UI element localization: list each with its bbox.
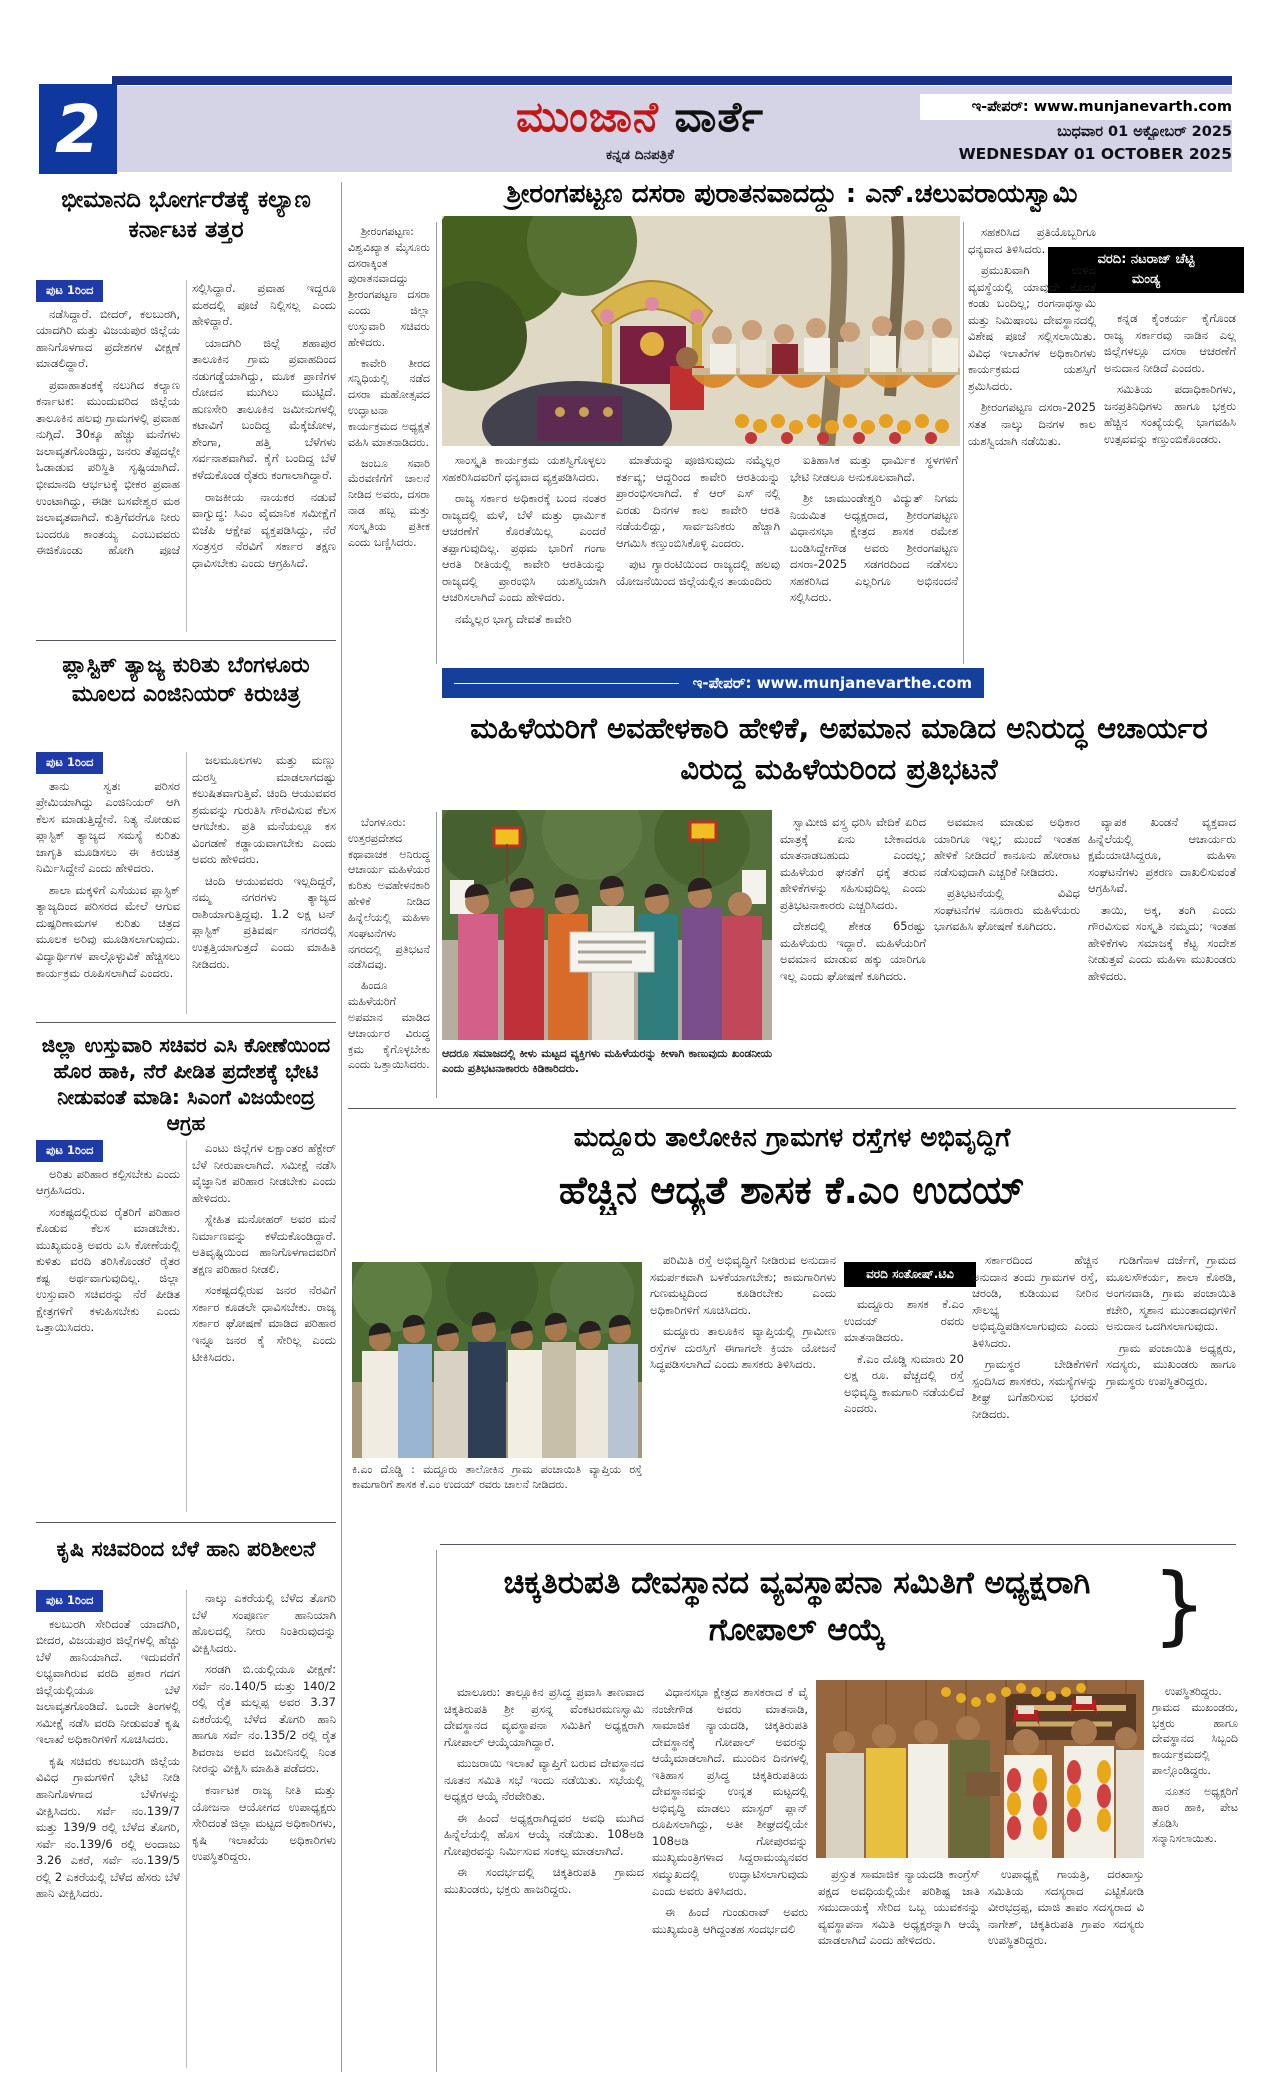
page-number-box	[39, 84, 117, 174]
article8-right-column: ಉಪಸ್ಥಿತರಿದ್ದರು. ಗ್ರಾಮದ ಮುಖಂಡರು, ಭಕ್ತರು ಹಾಗೂ ದೇವಸ್ಥಾನದ ಸಿಬ್ಬಂದಿ ಕಾರ್ಯಕ್ರಮದಲ್ಲಿ ಪಾಲ್ಗೊಂಡಿದ್ದರು. ನೂತನ ಅಧ್ಯಕ್ಷರಿಗೆ ಹಾರ ಹಾಕಿ, ಪೇಟ ತೊಡಿಸಿ ಸನ್ಮಾನಿಸಲಾಯಿತು.	[1152, 1685, 1238, 1846]
article6-left-column: ಬೆಂಗಳೂರು: ಉತ್ತರಪ್ರದೇಶದ ಕಥಾವಾಚಕ ಅನಿರುದ್ಧ ಆಚಾರ್ಯ ಮಹಿಳೆಯರ ಕುರಿತು ಅವಹೇಳನಕಾರಿ ಹೇಳಿಕೆ ನೀಡಿದ ಹಿನ್ನೆಲೆಯಲ್ಲಿ ಮಹಿಳಾ ಸಂಘಟನೆಗಳು ನಗರದಲ್ಲಿ ಪ್ರತಿಭಟನೆ ನಡೆಸಿದವು. ಹಿಂದೂ ಮಹಿಳೆಯರಿಗೆ ಅಪಮಾನ ಮಾಡಿದ ಆಚಾರ್ಯರ ವಿರುದ್ಧ ಕ್ರಮ ಕೈಗೊಳ್ಳಬೇಕು ಎಂದು ಒತ್ತಾಯಿಸಿದರು.	[348, 816, 430, 1072]
article2-body: ಪುಟ 1ರಿಂದ ತಾನು ಸ್ವತಃ ಪರಿಸರ ಪ್ರೇಮಿಯಾಗಿದ್ದು ಎಂಜಿನಿಯರ್ ಆಗಿ ಕೆಲಸ ಮಾಡುತ್ತಿದ್ದೇನೆ. ನಿತ್ಯ ನೋಡುವ ಪ್ಲಾಸ್ಟಿಕ್ ತ್ಯಾಜ್ಯದ ಸಮಸ್ಯೆ ಕುರಿತು ಜಾಗೃತಿ ಮೂಡಿಸಲು ಈ ಕಿರುಚಿತ್ರ ನಿರ್ಮಿಸಿದ್ದೇನೆ ಎಂದು ಹೇಳಿದರು. ಶಾಲಾ ಮಕ್ಕಳಿಗೆ ಎಸೆಯುವ ಪ್ಲಾಸ್ಟಿಕ್ ತ್ಯಾಜ್ಯದಿಂದ ಪರಿಸರದ ಮೇಲೆ ಆಗುವ ದುಷ್ಪರಿಣಾಮಗಳ ಕುರಿತು ಚಿತ್ರದ ಮೂಲಕ ಅರಿವು ಮೂಡಿಸಲಾಗುವುದು. ವಿದ್ಯಾರ್ಥಿಗಳ ಪಾಲ್ಗೊಳ್ಳುವಿಕೆ ಹೆಚ್ಚಿಸಲು ಕಾರ್ಯಕ್ರಮ ರೂಪಿಸಲಾಗಿದೆ ಎಂದರು. ಜಲಮೂಲಗಳು ಮತ್ತು ಮಣ್ಣು ದುರಸ್ತಿ ಮಾಡಲಾಗದಷ್ಟು ಕಲುಷಿತವಾಗುತ್ತಿವೆ. ಚಿಂದಿ ಆಯುವವರ ಶ್ರಮವನ್ನು ಗುರುತಿಸಿ ಗೌರವಿಸುವ ಕೆಲಸ ಆಗಬೇಕು. ಪ್ರತಿ ಮನೆಯಲ್ಲೂ ಕಸ ವಿಂಗಡಣೆ ಕಡ್ಡಾಯವಾಗಬೇಕು ಎಂದು ಅವರು ಹೇಳಿದರು. ಚಿಂದಿ ಆಯುವವರು ಇಲ್ಲದಿದ್ದರೆ, ನಮ್ಮ ನಗರಗಳು ತ್ಯಾಜ್ಯದ ರಾಶಿಯಾಗುತ್ತಿದ್ದವು. 1.2 ಲಕ್ಷ ಟನ್ ಪ್ಲಾಸ್ಟಿಕ್ ಪ್ರತಿವರ್ಷ ನಗರದಲ್ಲಿ ಉತ್ಪತ್ತಿಯಾಗುತ್ತದೆ ಎಂದು ಮಾಹಿತಿ ನೀಡಿದರು.	[36, 753, 336, 980]
article8-caption-col2	[988, 1866, 1144, 2072]
article1-body: ಪುಟ 1ರಿಂದ ನಡೆಸಿದ್ದಾರೆ. ಬೀದರ್, ಕಲಬುರಗಿ, ಯಾದಗಿರಿ ಮತ್ತು ವಿಜಯಪುರ ಜಿಲ್ಲೆಯ ಹಾನಿಗೊಳಗಾದ ಪ್ರದೇಶಗಳ ವೀಕ್ಷಣೆ ಮಾಡಲಿದ್ದಾರೆ. ಪ್ರವಾಹಾತಂಕಕ್ಕೆ ನಲುಗಿದ ಕಲ್ಯಾಣ ಕರ್ನಾಟಕ: ಮುಂದುವರಿದ ಜಿಲ್ಲೆಯ ತಾಲೂಕಿನ ಹಲವು ಗ್ರಾಮಗಳಲ್ಲಿ ಪ್ರವಾಹ ನುಗ್ಗಿದೆ. 30ಕ್ಕೂ ಹೆಚ್ಚು ಮನೆಗಳು ಜಲಾವೃತಗೊಂಡಿದ್ದು, ಜನರು ತೆಪ್ಪದಲ್ಲೇ ಓಡಾಡುವ ಪರಿಸ್ಥಿತಿ ಸೃಷ್ಟಿಯಾಗಿದೆ. ಭೀಮಾನದಿ ಆರ್ಭಟಕ್ಕೆ ಭೀಕರ ಪ್ರವಾಹ ಉಂಟಾಗಿದ್ದು, ಈಡೀ ಬಸವೇಶ್ವರ ಮಠ ಜಲಾವೃತವಾಗಿದೆ. ಕುತ್ತಿಗೆವರೆಗೂ ನೀರು ಬಂದರೂ ಕಾಂತಯ್ಯ ಎಂಬುವವರು ಈಜಿಕೊಂಡು ಹೋಗಿ ಪೂಜೆ ಸಲ್ಲಿಸಿದ್ದಾರೆ. ಪ್ರವಾಹ ಇದ್ದರೂ ಮಠದಲ್ಲಿ ಪೂಜೆ ನಿಲ್ಲಿಸಲ್ಲ ಎಂದು ಹೇಳಿದ್ದಾರೆ. ಯಾದಗಿರಿ ಜಿಲ್ಲೆ ಶಹಾಪುರ ತಾಲೂಕಿನ ಗ್ರಾಮ ಪ್ರವಾಹದಿಂದ ನಡುಗಡ್ಡೆಯಾಗಿದ್ದು, ಮೂಕ ಪ್ರಾಣಿಗಳ ರೋದನ ಮುಗಿಲು ಮುಟ್ಟಿದೆ. ಹುಣಸೇರಿ ತಾಲೂಕಿನ ಜಮೀನುಗಳಲ್ಲಿ ಕಟಾವಿಗೆ ಬಂದಿದ್ದ ಮೆಕ್ಕೆಜೋಳ, ಶೇಂಗಾ, ಹತ್ತಿ ಬೆಳೆಗಳು ಸರ್ವನಾಶವಾಗಿವೆ. ಕೈಗೆ ಬಂದಿದ್ದ ಬೆಳೆ ಕಳೆದುಕೊಂಡ ರೈತರು ಕಂಗಾಲಾಗಿದ್ದಾರೆ. ರಾಜಕೀಯ ನಾಯಕರ ನಡುವೆ ವಾಗ್ವುದ್ಧ: ಸಿಎಂ ವೈಮಾನಿಕ ಸಮೀಕ್ಷೆಗೆ ಬಿಜೆಪಿ ಆಕ್ಷೇಪ ವ್ಯಕ್ತಪಡಿಸಿದ್ದು, ನೆರೆ ಸಂತ್ರಸ್ತರ ನೆರವಿಗೆ ಸರ್ಕಾರ ತಕ್ಷಣ ಧಾವಿಸಬೇಕು ಎಂದು ಆಗ್ರಹಿಸಿದೆ.	[36, 281, 336, 570]
column-rule	[436, 812, 437, 1098]
column-rule	[963, 222, 964, 664]
article7-col2: ಮದ್ದೂರು ಶಾಸಕ ಕೆ.ಎಂ ಉದಯ್ ರವರು ಮಾತನಾಡಿದರು. ಕೆ.ಎಂ ದೊಡ್ಡಿ ಸುಮಾರು 20 ಲಕ್ಷ ರೂ. ವೆಚ್ಚದಲ್ಲಿ ರಸ್ತೆ ಅಭಿವೃದ್ಧಿ ಕಾಮಗಾರಿ ನಡೆಯಲಿದೆ ಎಂದರು.	[844, 1297, 964, 1416]
banner-rule	[454, 683, 679, 684]
header-date-english: WEDNESDAY 01 OCTOBER 2025	[958, 145, 1232, 163]
column-rule	[436, 222, 437, 664]
article7-col1: ಪರಿಮಿತಿ ರಸ್ತೆ ಅಭಿವೃದ್ಧಿಗೆ ನೀಡಿರುವ ಅನುದಾನ ಸಮರ್ಪಕವಾಗಿ ಬಳಕೆಯಾಗಬೇಕು; ಕಾಮಗಾರಿಗಳು ಗುಣಮಟ್ಟದಿಂದ ಕೂಡಿರಬೇಕು ಎಂದು ಅಧಿಕಾರಿಗಳಿಗೆ ಸೂಚಿಸಿದರು. ಮದ್ದೂರು ತಾಲೂಕಿನ ವ್ಯಾಪ್ತಿಯಲ್ಲಿ ಗ್ರಾಮೀಣ ರಸ್ತೆಗಳ ದುರಸ್ತಿಗೆ ಈಗಾಗಲೇ ಕ್ರಿಯಾ ಯೋಜನೆ ಸಿದ್ಧಪಡಿಸಲಾಗಿದೆ ಎಂದು ಶಾಸಕರು ತಿಳಿಸಿದರು.	[650, 1253, 836, 1372]
article5-bottom-col2: ಮಾತೆಯನ್ನು ಪೂಜಿಸುವುದು ನಮ್ಮೆಲ್ಲರ ಕರ್ತವ್ಯ; ಆದ್ದರಿಂದ ಕಾವೇರಿ ಆರತಿಯನ್ನು ಪ್ರಾರಂಭಿಸಲಾಗಿದೆ. ಕೆ ಆರ್ ಎಸ್ ನಲ್ಲಿ ಎರಡು ದಿನಗಳ ಕಾಲ ಕಾವೇರಿ ಆರತಿ ನಡೆಯಲಿದ್ದು, ಸಾರ್ವಜನಿಕರು ಹೆಚ್ಚಾಗಿ ಆಗಮಿಸಿ ಕಣ್ತುಂಬಿಸಿಕೊಳ್ಳಿ ಎಂದರು. ಪುಟ ಗ್ಯಾರಂಟಿಯಿಂದ ರಾಜ್ಯದಲ್ಲಿ ಹಲವು ಯೋಜನೆಯಿಂದ ಜಿಲ್ಲೆಯಲ್ಲಿನ ತಾಯಂದಿರು	[616, 453, 780, 588]
article8-headline: ಚಿಕ್ಕತಿರುಪತಿ ದೇವಸ್ಥಾನದ ವ್ಯವಸ್ಥಾಪನಾ ಸಮಿತಿಗೆ ಅಧ್ಯಕ್ಷರಾಗಿ ಗೋಪಾಲ್ ಆಯ್ಕೆ	[503, 1565, 1091, 1648]
caption-text: ಉಪಾಧ್ಯಕ್ಷೆ ಗಾಯತ್ರಿ, ದರಖಾಸ್ತು ಸಮಿತಿಯ ಸದಸ್ಯರಾದ ಎಟ್ಟಿಕೋಡಿ ವೀರಭದ್ರಪ್ಪ, ಮಾಜಿ ತಾಪಂ ಸದಸ್ಯರಾದ ವಿ ನಾಗೇಶ್, ಚಿಕ್ಕತಿರುಪತಿ ಗ್ರಾಪಂ ಸದಸ್ಯರು ಉಪಸ್ಥಿತರಿದ್ದರು.	[988, 1867, 1144, 1948]
ceremony-photo	[816, 1680, 1144, 1858]
article4-body: ಪುಟ 1ರಿಂದ ಕಲಬುರಗಿ ಸೇರಿದಂತೆ ಯಾದಗಿರಿ, ಬೀದರ, ವಿಜಯಪುರ ಜಿಲ್ಲೆಗಳಲ್ಲಿ ಹೆಚ್ಚು ಬೆಳೆ ಹಾನಿಯಾಗಿದೆ. ಇದುವರೆಗೆ ಲಭ್ಯವಾಗಿರುವ ವರದಿ ಪ್ರಕಾರ ಗದಗ ಜಿಲ್ಲೆಯಲ್ಲಿಯೂ ಬೆಳೆ ಜಲಾವೃತಗೊಂಡಿದೆ. ಒಂದೇ ತಿಂಗಳಲ್ಲಿ ಸಮೀಕ್ಷೆ ನಡೆಸಿ ವರದಿ ನೀಡುವಂತೆ ಕೃಷಿ ಇಲಾಖೆ ಅಧಿಕಾರಿಗಳಿಗೆ ಸೂಚಿಸಿದರು. ಕೃಷಿ ಸಚಿವರು ಕಲಬುರಗಿ ಜಿಲ್ಲೆಯ ವಿವಿಧ ಗ್ರಾಮಗಳಿಗೆ ಭೇಟಿ ನೀಡಿ ಹಾನಿಗೊಳಗಾದ ಬೆಳೆಗಳನ್ನು ವೀಕ್ಷಿಸಿದರು. ಸರ್ವೆ ನಂ.139/7 ಮತ್ತು 139/9 ರಲ್ಲಿ ಬೆಳೆದ ತೊಗರಿ, ಸರ್ವೆ ನಂ.139/6 ರಲ್ಲಿ ಅಂದಾಜು 3.26 ಎಕರೆ, ಸರ್ವೆ ನಂ.139/5 ರಲ್ಲಿ 2 ಎಕರೆಯಲ್ಲಿ ಬೆಳೆದ ಹೆಸರು ಬೆಳೆ ಹಾನಿ ವೀಕ್ಷಿಸಿದರು. ನಾಲ್ಕು ಎಕರೆಯಲ್ಲಿ ಬೆಳೆದ ತೊಗರಿ ಬೆಳೆ ಸಂಪೂರ್ಣ ಹಾನಿಯಾಗಿ ಹೊಲದಲ್ಲಿ ನೀರು ನಿಂತಿರುವುದನ್ನು ವೀಕ್ಷಿಸಿದರು. ಸರಡಗಿ ಬಿ.ಯಲ್ಲಿಯೂ ವೀಕ್ಷಣೆ: ಸರ್ವೆ ನಂ.140/5 ಮತ್ತು 140/2 ರಲ್ಲಿ ರೈತ ಮಲ್ಲಪ್ಪ ಅವರ 3.37 ಎಕರೆಯಲ್ಲಿ ಬೆಳೆದ ತೊಗರಿ ಹಾನಿ ಹಾಗೂ ಸರ್ವೆ ನಂ.135/2 ರಲ್ಲಿ ರೈತ ಶಿವರಾಜ ಅವರ ಜಮೀನಿನಲ್ಲಿ ನಿಂತ ನೀರನ್ನು ವೀಕ್ಷಿಸಿ ಮಾಹಿತಿ ಪಡೆದರು. ಕರ್ನಾಟಕ ರಾಜ್ಯ ನೀತಿ ಮತ್ತು ಯೋಜನಾ ಆಯೋಗದ ಉಪಾಧ್ಯಕ್ಷರು ಸೇರಿದಂತೆ ಜಿಲ್ಲಾ ಮಟ್ಟದ ಅಧಿಕಾರಿಗಳು, ಕೃಷಿ ಇಲಾಖೆಯ ಅಧಿಕಾರಿಗಳು ಉಪಸ್ಥಿತರಿದ್ದರು.	[36, 1591, 336, 1901]
article3-headline: ಜಿಲ್ಲಾ ಉಸ್ತುವಾರಿ ಸಚಿವರ ಎಸಿ ಕೋಣೆಯಿಂದ ಹೊರ ಹಾಕಿ, ನೆರೆ ಪೀಡಿತ ಪ್ರದೇಶಕ್ಕೆ ಭೇಟಿ ನೀಡುವಂತೆ ಮಾಡಿ: ಸಿಎಂಗೆ ವಿಜಯೇಂದ್ರ ಆಗ್ರಹ	[41, 1033, 331, 1135]
column-rule	[436, 1550, 437, 2072]
divider	[36, 1022, 336, 1023]
masthead	[400, 94, 880, 140]
article2-headline: ಪ್ಲಾಸ್ಟಿಕ್ ತ್ಯಾಜ್ಯ ಕುರಿತು ಬೆಂಗಳೂರು ಮೂಲದ ಎಂಜಿನಿಯರ್ ಕಿರುಚಿತ್ರ	[62, 653, 310, 707]
header-epaper-url: ಇ-ಪೇಪರ್: www.munjanevarth.com	[920, 94, 1240, 120]
masthead-subtitle: ಕನ್ನಡ ದಿನಪತ್ರಿಕೆ	[606, 147, 674, 163]
article7-col4: ಗುಡಿಗೆನಾಳ ದರ್ಜೆಗೆ, ಗ್ರಾಮದ ಮೂಲಸೌಕರ್ಯ, ಶಾಲಾ ಕೊಠಡಿ, ಅಂಗನವಾಡಿ, ಗ್ರಾಮ ಪಂಚಾಯಿತಿ ಕಚೇರಿ, ಸ್ಮಶಾನ ಮುಂತಾದವುಗಳಿಗೆ ಅನುದಾನ ಒದಗಿಸಲಾಗುವುದು. ಗ್ರಾಮ ಪಂಚಾಯಿತಿ ಅಧ್ಯಕ್ಷರು, ಸದಸ್ಯರು, ಮುಖಂಡರು ಹಾಗೂ ಗ್ರಾಮಸ್ಥರು ಉಪಸ್ಥಿತರಿದ್ದರು.	[1106, 1253, 1236, 1388]
column-rule-main	[341, 182, 342, 2072]
article6-caption: ಆದರೂ ಸಮಾಜದಲ್ಲಿ ಕೀಳು ಮಟ್ಟದ ವ್ಯಕ್ತಿಗಳು ಮಹಿಳೆಯರನ್ನು ಕೀಳಾಗಿ ಕಾಣುವುದು ಖಂಡನೀಯ ಎಂದು ಪ್ರತಿಭಟನಾಕಾರರು ಕಿಡಿಕಾರಿದರು.	[442, 1047, 772, 1076]
article8-col2: ವಿಧಾನಸಭಾ ಕ್ಷೇತ್ರದ ಶಾಸಕರಾದ ಕೆ ವೈ ನಂಜೇಗೌಡ ಅವರು ಮಾತನಾಡಿ, ಸಾಮಾಜಿಕ ನ್ಯಾಯದಡಿ, ಚಿಕ್ಕತಿರುಪತಿ ದೇವಸ್ಥಾನಕ್ಕೆ ಗೋಪಾಲ್ ಅವರನ್ನು ಆಯ್ಕೆಮಾಡಲಾಗಿದೆ. ಮುಂದಿನ ದಿನಗಳಲ್ಲಿ ಇತಿಹಾಸ ಪ್ರಸಿದ್ಧ ಚಿಕ್ಕತಿರುಪತಿಯ ದೇವಸ್ಥಾನವನ್ನು ಉನ್ನತ ಮಟ್ಟದಲ್ಲಿ ಅಭಿವೃದ್ಧಿ ಮಾಡಲು ಮಾಸ್ಟರ್ ಪ್ಲಾನ್ ರೂಪಿಸಲಾಗಿದ್ದು, ಅತೀ ಶೀಘ್ರದಲ್ಲಿಯೇ 108ಅಡಿ ಗೋಪುರವನ್ನು ಮುಖ್ಯಮಂತ್ರಿಗಳಾದ ಸಿದ್ದರಾಮಯ್ಯನವರ ಸಮ್ಮುಖದಲ್ಲಿ ಉದ್ಘಾಟಿಸಲಾಗುವುದು ಎಂದು ಅವರು ತಿಳಿಸಿದರು. ಈ ಹಿಂದೆ ಗುಂಡುರಾವ್ ಅವರು ಮುಖ್ಯಮಂತ್ರಿ ಆಗಿದ್ದಂತಹ ಸಂದರ್ಭದಲಿ	[652, 1685, 808, 1936]
maddur-group-photo	[352, 1262, 642, 1458]
header-date-kannada: ಬುಧವಾರ 01 ಅಕ್ಟೋಬರ್ 2025	[1057, 124, 1232, 140]
article6-headline: ಮಹಿಳೆಯರಿಗೆ ಅವಹೇಳಕಾರಿ ಹೇಳಿಕೆ, ಅಪಮಾನ ಮಾಡಿದ ಅನಿರುದ್ಧ ಆಚಾರ್ಯರ ವಿರುದ್ಧ ಮಹಿಳೆಯರಿಂದ ಪ್ರತಿಭಟನೆ	[470, 711, 1208, 786]
article2-page-tag: ಪುಟ 1ರಿಂದ	[36, 752, 103, 774]
masthead-word-black: ವಾರ್ತೆ	[658, 94, 765, 141]
headline-brace-decoration: }	[1152, 1555, 1207, 1655]
divider	[36, 640, 336, 641]
article5-bottom-col1: ಸಾಂಸ್ಕೃತಿ ಕಾರ್ಯಕ್ರಮ ಯಶಸ್ವಿಗೊಳ್ಳಲು ಸಹಕರಿಸಿದವರಿಗೆ ಧನ್ಯವಾದ ವ್ಯಕ್ತಪಡಿಸಿದರು. ರಾಜ್ಯ ಸರ್ಕಾರ ಅಧಿಕಾರಕ್ಕೆ ಬಂದ ನಂತರ ರಾಜ್ಯದಲ್ಲಿ ಮಳೆ, ಬೆಳೆ ಮತ್ತು ಧಾರ್ಮಿಕ ಆಚರಣೆಗೆ ಕೊರತೆಯಿಲ್ಲ ಎಂದರೆ ತಪ್ಪಾಗುವುದಿಲ್ಲ. ಪ್ರಥಮ ಭಾರಿಗೆ ಗಂಗಾ ಆರತಿ ರೀತಿಯಲ್ಲಿ ಕಾವೇರಿ ಆರತಿಯನ್ನು ರಾಜ್ಯದಲ್ಲಿ ಪ್ರಾರಂಭಿಸಿ ಯಶಸ್ವಿಯಾಗಿ ಆಚರಿಸಲಾಗಿದೆ ಎಂದು ಹೇಳಿದರು. ನಮ್ಮೆಲ್ಲರ ಭಾಗ್ಯ ದೇವತೆ ಕಾವೇರಿ	[442, 453, 606, 626]
article8-col1: ಮಾಲೂರು: ತಾಲ್ಲೂಕಿನ ಪ್ರಸಿದ್ಧ ಪ್ರವಾಸಿ ತಾಣವಾದ ಚಿಕ್ಕತಿರುಪತಿ ಶ್ರೀ ಪ್ರಸನ್ನ ವೆಂಕಟರಮಣಸ್ವಾಮಿ ದೇವಸ್ಥಾನದ ವ್ಯವಸ್ಥಾಪನಾ ಸಮಿತಿಗೆ ಅಧ್ಯಕ್ಷರಾಗಿ ಗೋಪಾಲ್ ಆಯ್ಕೆಯಾಗಿದ್ದಾರೆ. ಮುಜರಾಯಿ ಇಲಾಖೆ ವ್ಯಾಪ್ತಿಗೆ ಬರುವ ದೇವಸ್ಥಾನದ ನೂತನ ಸಮಿತಿ ಸಭೆ ಇಂದು ನಡೆಯಿತು. ಸಭೆಯಲ್ಲಿ ಅಧ್ಯಕ್ಷರ ಆಯ್ಕೆ ನೆರವೇರಿತು. ಈ ಹಿಂದೆ ಅಧ್ಯಕ್ಷರಾಗಿದ್ದವರ ಅವಧಿ ಮುಗಿದ ಹಿನ್ನೆಲೆಯಲ್ಲಿ ಹೊಸ ಆಯ್ಕೆ ನಡೆಯಿತು. 108ಅಡಿ ಗೋಪುರವನ್ನು ನಿರ್ಮಿಸುವ ಸಂಕಲ್ಪ ಮಾಡಲಾಗಿದೆ. ಈ ಸಂದರ್ಭದಲ್ಲಿ ಚಿಕ್ಕತಿರುಪತಿ ಗ್ರಾಮದ ಮುಖಂಡರು, ಭಕ್ತರು ಹಾಜರಿದ್ದರು.	[444, 1685, 644, 1897]
article7-headline-line2: ಹೆಚ್ಚಿನ ಆದ್ಯತೆ ಶಾಸಕ ಕೆ.ಎಂ ಉದಯ್	[558, 1168, 1026, 1212]
article4-headline: ಕೃಷಿ ಸಚಿವರಿಂದ ಬೆಳೆ ಹಾನಿ ಪರಿಶೀಲನೆ	[56, 1537, 316, 1561]
masthead-word-red: ಮುಂಜಾನೆ	[515, 94, 659, 141]
protest-photo	[442, 810, 772, 1040]
article7-col3: ಸರ್ಕಾರದಿಂದ ಹೆಚ್ಚಿನ ಅನುದಾನ ತಂದು ಗ್ರಾಮಗಳ ರಸ್ತೆ, ಚರಂಡಿ, ಕುಡಿಯುವ ನೀರಿನ ಸೌಲಭ್ಯ ಅಭಿವೃದ್ಧಿಪಡಿಸಲಾಗುವುದು ಎಂದು ತಿಳಿಸಿದರು. ಗ್ರಾಮಸ್ಥರ ಬೇಡಿಕೆಗಳಿಗೆ ಸ್ಪಂದಿಸಿದ ಶಾಸಕರು, ಸಮಸ್ಯೆಗಳನ್ನು ಶೀಘ್ರ ಬಗೆಹರಿಸುವ ಭರವಸೆ ನೀಡಿದರು.	[972, 1253, 1098, 1421]
dasara-procession-photo	[442, 216, 960, 446]
article5-headline: ಶ್ರೀರಂಗಪಟ್ಟಣ ದಸರಾ ಪುರಾತನವಾದದ್ದು : ಎನ್.ಚಲುವರಾಯಸ್ವಾಮಿ	[506, 179, 1078, 209]
banner-url: ಇ-ಪೇಪರ್: www.munjanevarthe.com	[692, 674, 972, 692]
page-number: 2	[55, 90, 101, 168]
epaper-banner	[442, 668, 984, 698]
article4-page-tag: ಪುಟ 1ರಿಂದ	[36, 1590, 103, 1612]
divider	[440, 1544, 1236, 1545]
article3-body: ಪುಟ 1ರಿಂದ ಅರಿತು ಪರಿಹಾರ ಕಲ್ಪಿಸಬೇಕು ಎಂದು ಆಗ್ರಹಿಸಿದರು. ಸಂಕಷ್ಟದಲ್ಲಿರುವ ರೈತರಿಗೆ ಪರಿಹಾರ ಕೊಡುವ ಕೆಲಸ ಮಾಡಬೇಕು. ಮುಖ್ಯಮಂತ್ರಿ ಅವರು ಎಸಿ ಕೋಣೆಯಲ್ಲಿ ಕುಳಿತು ವರದಿ ತರಿಸಿಕೊಂಡರೆ ರೈತರ ಕಷ್ಟ ಅರ್ಥವಾಗುವುದಿಲ್ಲ. ಜಿಲ್ಲಾ ಉಸ್ತುವಾರಿ ಸಚಿವರನ್ನು ನೆರೆ ಪೀಡಿತ ಕ್ಷೇತ್ರಗಳಿಗೆ ಕಳುಹಿಸಬೇಕು ಎಂದು ಒತ್ತಾಯಿಸಿದರು. ಎಂಟು ಜಿಲ್ಲೆಗಳ ಲಕ್ಷಾಂತರ ಹೆಕ್ಟೇರ್ ಬೆಳೆ ನೀರುಪಾಲಾಗಿದೆ. ಸಮೀಕ್ಷೆ ನಡೆಸಿ ವೈಜ್ಞಾನಿಕ ಪರಿಹಾರ ನೀಡಬೇಕು ಎಂದು ಹೇಳಿದರು. ಸ್ನೇಹಿತ ಮನೋಹರ್ ಅವರ ಮನೆ ನಿರ್ಮಾಣವನ್ನು ಕಳೆದುಕೊಂಡಿದ್ದಾರೆ. ಅತಿವೃಷ್ಟಿಯಿಂದ ಹಾನಿಗೊಳಗಾದವರಿಗೆ ತಕ್ಷಣ ಪರಿಹಾರ ನೀಡಲಿ. ಸಂಕಷ್ಟದಲ್ಲಿರುವ ಜನರ ನೆರವಿಗೆ ಸರ್ಕಾರ ಕೂಡಲೇ ಧಾವಿಸಬೇಕು. ರಾಜ್ಯ ಸರ್ಕಾರ ಘೋಷಣೆ ಮಾಡಿದ ಪರಿಹಾರ ಇನ್ನೂ ಜನರ ಕೈ ಸೇರಿಲ್ಲ ಎಂದು ಟೀಕಿಸಿದರು.	[36, 1141, 336, 1364]
article8-caption-col1	[818, 1866, 980, 2072]
article1-headline: ಭೀಮಾನದಿ ಭೋರ್ಗರೆತಕ್ಕೆ ಕಲ್ಯಾಣ ಕರ್ನಾಟಕ ತತ್ತರ	[61, 187, 311, 243]
article5-right-column-2: ಕನ್ನಡ ಕೈಂಕರ್ಯ ಕೈಗೊಂಡ ರಾಜ್ಯ ಸರ್ಕಾರವು ನಾಡಿನ ಎಲ್ಲ ಜಿಲ್ಲೆಗಳಲ್ಲೂ ದಸರಾ ಆಚರಣೆಗೆ ಅನುದಾನ ನೀಡಿದೆ ಎಂದರು. ಸಮಿತಿಯ ಪದಾಧಿಕಾರಿಗಳು, ಜನಪ್ರತಿನಿಧಿಗಳು ಹಾಗೂ ಭಕ್ತರು ಹೆಚ್ಚಿನ ಸಂಖ್ಯೆಯಲ್ಲಿ ಭಾಗವಹಿಸಿ ಉತ್ಸವವನ್ನು ಕಣ್ತುಂಬಿಕೊಂಡರು.	[1104, 311, 1236, 446]
article5-right-column-1: ಸಹಕರಿಸಿದ ಪ್ರತಿಯೊಬ್ಬರಿಗೂ ಧನ್ಯವಾದ ತಿಳಿಸಿದರು. ಪ್ರಮುಖವಾಗಿ ಉಳಿದ ವ್ಯವಸ್ಥೆಯಲ್ಲಿ ಯಾವುದೇ ಕೊರತೆ ಕಂಡು ಬಂದಿಲ್ಲ; ರಂಗನಾಥಸ್ವಾಮಿ ಮತ್ತು ನಿಮಿಷಾಂಬ ದೇವಸ್ಥಾನದಲ್ಲಿ ವಿಶೇಷ ಪೂಜೆ ಸಲ್ಲಿಸಲಾಯಿತು. ವಿವಿಧ ಇಲಾಖೆಗಳ ಅಧಿಕಾರಿಗಳು ಕಾರ್ಯಕ್ರಮದ ಯಶಸ್ಸಿಗೆ ಶ್ರಮಿಸಿದರು. ಶ್ರೀರಂಗಪಟ್ಟಣ ದಸರಾ-2025 ಸತತ ನಾಲ್ಕು ದಿನಗಳ ಕಾಲ ಯಶಸ್ವಿಯಾಗಿ ನಡೆಯಿತು.	[968, 225, 1096, 448]
article5-reporter: ವರದಿ: ನಟರಾಜ್ ಚೆಟ್ಟಿ	[1097, 252, 1195, 267]
article3-page-tag: ಪುಟ 1ರಿಂದ	[36, 1140, 103, 1162]
article7-byline-box: ವರದಿ ಸಂತೋಷ್.ಟಿವಿ	[844, 1262, 976, 1287]
article5-bottom-col3: ಐತಿಹಾಸಿಕ ಮತ್ತು ಧಾರ್ಮಿಕ ಸ್ಥಳಗಳಿಗೆ ಭೇಟಿ ನೀಡಲೂ ಅನುಕೂಲವಾಗಿದೆ. ಶ್ರೀ ಚಾಮುಂಡೇಶ್ವರಿ ವಿದ್ಯುತ್ ನಿಗಮ ನಿಯಮಿತ ಅಧ್ಯಕ್ಷರಾದ, ಶ್ರೀರಂಗಪಟ್ಟಣ ವಿಧಾನಸಭಾ ಕ್ಷೇತ್ರದ ಶಾಸಕ ರಮೇಶ ಬಂಡಿಸಿದ್ದೇಗೌಡ ಅವರು ಶ್ರೀರಂಗಪಟ್ಟಣ ದಸರಾ-2025 ಸಡಗರದಿಂದ ನಡೆಸಲು ಸಹಕರಿಸಿದ ಎಲ್ಲರಿಗೂ ಅಭಿನಂದನೆ ಸಲ್ಲಿಸಿದರು.	[790, 453, 958, 605]
article7-headline-line1: ಮದ್ದೂರು ತಾಲೋಕಿನ ಗ್ರಾಮಗಳ ರಸ್ತೆಗಳ ಅಭಿವೃದ್ಧಿಗೆ	[573, 1123, 1011, 1153]
article1-page-tag: ಪುಟ 1ರಿಂದ	[36, 280, 103, 302]
article5-place: ಮಂಡ್ಯ	[1131, 272, 1161, 288]
caption-text: ಪ್ರಸ್ತುತ ಸಾಮಾಜಿಕ ನ್ಯಾಯದಡಿ ಕಾಂಗ್ರೆಸ್ ಪಕ್ಷದ ಅವಧಿಯಲ್ಲಿಯೇ ಪರಿಶಿಷ್ಟ ಜಾತಿ ಸಮುದಾಯಕ್ಕೆ ಸೇರಿದ ಒಬ್ಬ ಯುವಕನನ್ನು ವ್ಯವಸ್ಥಾಪನಾ ಸಮಿತಿ ಅಧ್ಯಕ್ಷರನ್ನಾಗಿ ಆಯ್ಕೆ ಮಾಡಲಾಗಿದೆ ಎಂದು ಹೇಳಿದರು.	[818, 1867, 980, 1948]
article5-left-column: ಶ್ರೀರಂಗಪಟ್ಟಣ: ವಿಶ್ವವಿಖ್ಯಾತ ಮೈಸೂರು ದಸರಾಕ್ಕಿಂತ ಪುರಾತನವಾದದ್ದು ಶ್ರೀರಂಗಪಟ್ಟಣ ದಸರಾ ಎಂದು ಜಿಲ್ಲಾ ಉಸ್ತುವಾರಿ ಸಚಿವರು ಹೇಳಿದರು. ಕಾವೇರಿ ತೀರದ ಸನ್ನಿಧಿಯಲ್ಲಿ ನಡೆದ ದಸರಾ ಮಹೋತ್ಸವದ ಉದ್ಘಾಟನಾ ಕಾರ್ಯಕ್ರಮದ ಅಧ್ಯಕ್ಷತೆ ವಹಿಸಿ ಮಾತನಾಡಿದರು. ಜಂಬೂ ಸವಾರಿ ಮೆರವಣಿಗೆಗೆ ಚಾಲನೆ ನೀಡಿದ ಅವರು, ದಸರಾ ನಾಡ ಹಬ್ಬ ಮತ್ತು ಸಂಸ್ಕೃತಿಯ ಪ್ರತೀಕ ಎಂದು ಬಣ್ಣಿಸಿದರು.	[348, 225, 430, 549]
divider	[36, 1522, 336, 1523]
article7-caption: ಕಿ.ಎಂ ದೊಡ್ಡಿ : ಮದ್ದೂರು ತಾಲೋಕಿನ ಗ್ರಾಮ ಪಂಚಾಯಿತಿ ವ್ಯಾಪ್ತಿಯ ರಸ್ತೆ ಕಾಮಗಾರಿಗೆ ಶಾಸಕ ಕೆ.ಎಂ ಉದಯ್ ರವರು ಚಾಲನೆ ನೀಡಿದರು.	[352, 1463, 642, 1492]
header-top-rule	[112, 76, 1232, 85]
divider	[348, 1108, 1236, 1109]
article6-col1: ಸ್ವಾಮೀಜಿ ವಸ್ತ್ರ ಧರಿಸಿ ವೇದಿಕೆ ಏರಿದ ಮಾತ್ರಕ್ಕೆ ಏನು ಬೇಕಾದರೂ ಮಾತನಾಡಬಹುದು ಎಂದಲ್ಲ; ಮಹಿಳೆಯರ ಘನತೆಗೆ ಧಕ್ಕೆ ತರುವ ಹೇಳಿಕೆಗಳನ್ನು ಸಹಿಸುವುದಿಲ್ಲ ಎಂದು ಪ್ರತಿಭಟನಾಕಾರರು ಎಚ್ಚರಿಸಿದರು. ದೇಶದಲ್ಲಿ ಶೇಕಡ 65ರಷ್ಟು ಮಹಿಳೆಯರು ಇದ್ದಾರೆ. ಮಹಿಳೆಯರಿಗೆ ಅವಮಾನ ಮಾಡುವ ಹಕ್ಕು ಯಾರಿಗೂ ಇಲ್ಲ ಎಂದು ಘೋಷಣೆ ಕೂಗಿದರು.	[780, 815, 926, 983]
article6-col3: ವ್ಯಾಪಕ ಖಂಡನೆ ವ್ಯಕ್ತವಾದ ಹಿನ್ನೆಲೆಯಲ್ಲಿ ಆಚಾರ್ಯರು ಕ್ಷಮೆಯಾಚಿಸಿದ್ದರೂ, ಮಹಿಳಾ ಸಂಘಟನೆಗಳು ಪ್ರಕರಣ ದಾಖಲಿಸುವಂತೆ ಆಗ್ರಹಿಸಿವೆ. ತಾಯಿ, ಅಕ್ಕ, ತಂಗಿ ಎಂದು ಗೌರವಿಸುವ ಸಂಸ್ಕೃತಿ ನಮ್ಮದು; ಇಂತಹ ಹೇಳಿಕೆಗಳು ಸಮಾಜಕ್ಕೆ ಕೆಟ್ಟ ಸಂದೇಶ ನೀಡುತ್ತವೆ ಎಂದು ಮಹಿಳಾ ಮುಖಂಡರು ಹೇಳಿದರು.	[1088, 815, 1236, 983]
article6-col2: ಅವಮಾನ ಮಾಡುವ ಅಧಿಕಾರ ಯಾರಿಗೂ ಇಲ್ಲ; ಮುಂದೆ ಇಂತಹ ಹೇಳಿಕೆ ನೀಡಿದರೆ ಕಾನೂನು ಹೋರಾಟ ನಡೆಸುವುದಾಗಿ ಎಚ್ಚರಿಕೆ ನೀಡಿದರು. ಪ್ರತಿಭಟನೆಯಲ್ಲಿ ವಿವಿಧ ಸಂಘಟನೆಗಳ ನೂರಾರು ಮಹಿಳೆಯರು ಭಾಗವಹಿಸಿ ಘೋಷಣೆ ಕೂಗಿದರು.	[934, 815, 1080, 934]
